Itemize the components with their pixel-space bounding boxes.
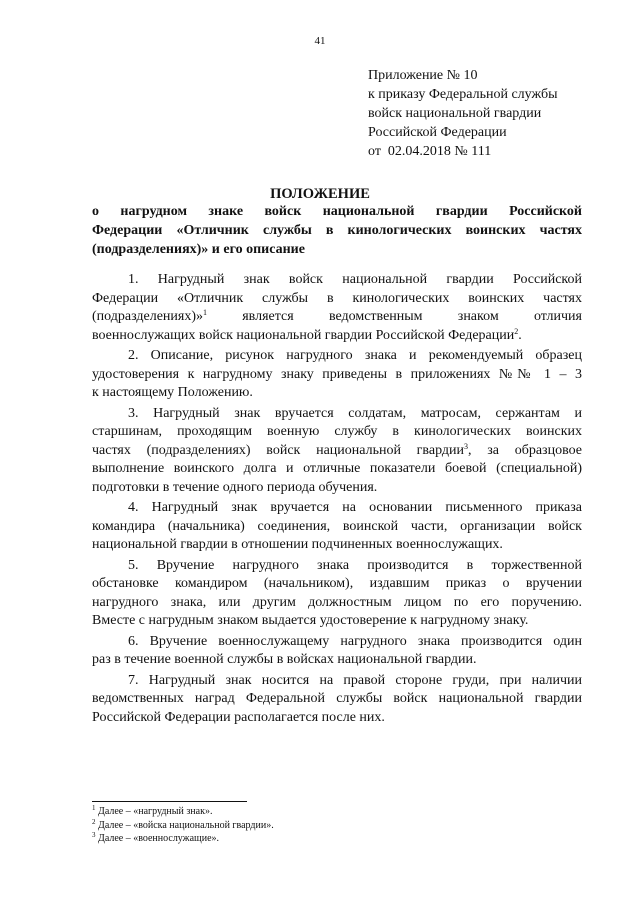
- paragraph-6: [92, 633, 582, 670]
- text-line: [92, 327, 582, 346]
- text-line: Федерации «Отличник службы в кинологических воинских частях: [92, 290, 582, 306]
- text-line: выполнение воинского долга и отличные показатели боевой (специальной): [92, 461, 582, 476]
- text-line: обстановке командиром (начальником), издавшим приказ о вручении: [92, 576, 582, 591]
- text-line: [92, 442, 582, 461]
- text-fragment: военнослужащих войск национальной гвардии Российской Федерации: [92, 327, 515, 343]
- appendix-line: к приказу Федеральной службы: [368, 87, 558, 102]
- text-line: удостоверения к нагрудному знаку приведены в приложениях №№ 1 – 3: [92, 366, 582, 382]
- footnotes: [92, 805, 274, 846]
- text-line: 4. Нагрудный знак вручается на основании письменного приказа: [128, 500, 582, 515]
- text-line: [92, 308, 582, 327]
- text-line: 1. Нагрудный знак войск национальной гвардии Российской: [128, 272, 582, 287]
- footnote-ref: 2: [514, 326, 519, 336]
- document-body: [92, 271, 582, 729]
- text-fragment: частях (подразделениях) войск национальной гвардии: [92, 442, 464, 458]
- footnote-divider: [92, 801, 247, 802]
- text-fragment: , за образцовое: [468, 442, 582, 458]
- text-fragment: (подразделениях)»: [92, 309, 203, 324]
- footnote-ref: 3: [464, 441, 468, 451]
- subtitle-line: о нагрудном знаке войск национальной гвардии Российской: [92, 204, 582, 219]
- footnote: [92, 832, 274, 846]
- paragraph-4: [92, 499, 582, 555]
- subtitle-line: Федерации «Отличник службы в кинологических воинских частях: [92, 223, 582, 238]
- subtitle-line: (подразделениях)» и его описание: [92, 242, 305, 257]
- paragraph-3: [92, 405, 582, 498]
- text-line: 3. Нагрудный знак вручается солдатам, матросам, сержантам и: [128, 405, 582, 421]
- footnote-number: 3: [92, 831, 96, 839]
- text-line: 2. Описание, рисунок нагрудного знака и рекомендуемый образец: [128, 348, 582, 363]
- footnote-text: Далее – «нагрудный знак».: [95, 806, 213, 817]
- text-line: нагрудного знака, или другим должностным лицом по его поручению.: [92, 594, 582, 610]
- text-line: раз в течение военной службы в войсках национальной гвардии.: [92, 652, 477, 667]
- appendix-line: Приложение № 10: [368, 68, 478, 83]
- paragraph-5: [92, 557, 582, 631]
- document-subtitle: [92, 202, 582, 259]
- appendix-line: от 02.04.2018 № 111: [368, 144, 492, 159]
- paragraph-2: [92, 347, 582, 403]
- text-line: 5. Вручение нагрудного знака производится в торжественной: [128, 557, 582, 573]
- text-line: ведомственных наград Федеральной службы войск национальной гвардии: [92, 691, 582, 706]
- text-line: подготовки в течение одного периода обучения.: [92, 479, 378, 495]
- text-line: Российской Федерации располагается после них.: [92, 709, 385, 725]
- appendix-header: [368, 66, 618, 161]
- text-fragment: .: [518, 327, 522, 343]
- text-line: командира (начальника) соединения, воинской части, организации войск: [92, 518, 582, 534]
- page-number: 41: [314, 35, 326, 47]
- footnote-text: Далее – «войска национальной гвардии».: [95, 819, 274, 831]
- appendix-line: войск национальной гвардии: [368, 106, 542, 121]
- footnote: [92, 819, 274, 833]
- footnote-number: 1: [92, 804, 96, 812]
- footnote-text: Далее – «военнослужащие».: [95, 833, 220, 844]
- paragraph-7: [92, 672, 582, 728]
- text-line: к настоящему Положению.: [92, 385, 253, 400]
- text-line: национальной гвардии в отношении подчиненных военнослужащих.: [92, 537, 503, 552]
- paragraph-1: [92, 271, 582, 345]
- document-title: ПОЛОЖЕНИЕ: [270, 186, 370, 202]
- text-line: старшинам, проходящим военную службу в кинологических воинских: [92, 424, 582, 439]
- text-fragment: является ведомственным знаком отличия: [207, 309, 582, 324]
- footnote-ref: 1: [203, 308, 207, 317]
- footnote-number: 2: [92, 817, 96, 826]
- footnote: [92, 805, 274, 819]
- appendix-line: Российской Федерации: [368, 125, 507, 140]
- text-line: 6. Вручение военнослужащему нагрудного знака производится один: [128, 633, 582, 649]
- text-line: 7. Нагрудный знак носится на правой стороне груди, при наличии: [128, 672, 582, 688]
- text-line: Вместе с нагрудным знаком выдается удостоверение к нагрудному знаку.: [92, 613, 529, 628]
